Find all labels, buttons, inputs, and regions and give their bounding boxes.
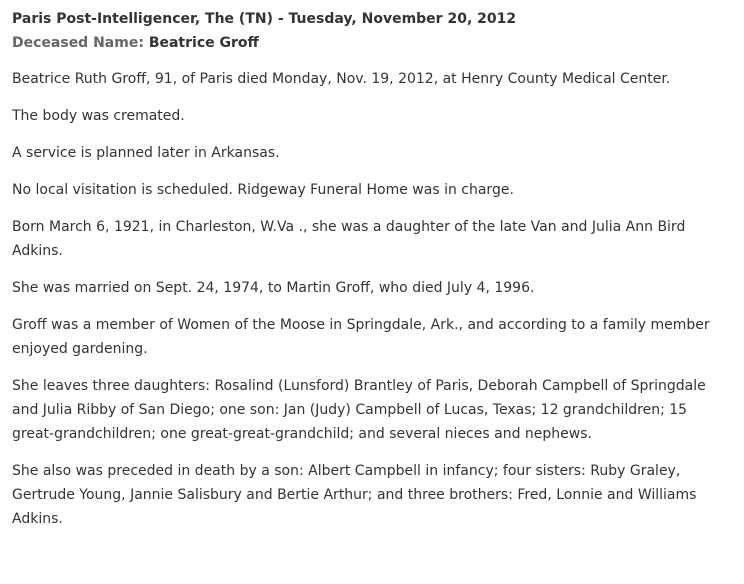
deceased-name: Beatrice Groff — [148, 35, 259, 51]
paragraph-membership: Groff was a member of Women of the Moose in Springdale, Ark., and according to a family member enjoyed gardening. — [12, 317, 710, 357]
paragraph-service: A service is planned later in Arkansas. — [12, 145, 280, 161]
deceased-name-label: Deceased Name: — [12, 35, 144, 51]
paragraph-visitation: No local visitation is scheduled. Ridgeway Funeral Home was in charge. — [12, 182, 514, 198]
paragraph-marriage: She was married on Sept. 24, 1974, to Martin Groff, who died July 4, 1996. — [12, 280, 535, 296]
obituary-body — [12, 67, 732, 531]
deceased-name-line — [12, 33, 732, 53]
paragraph-survivors: She leaves three daughters: Rosalind (Lunsford) Brantley of Paris, Deborah Campbell of Springdale and Julia Ribby of San Diego; one son: Jan (Judy) Campbell of Lucas, Texas; 12 grandchildren; 15 great-grandchildren; one great-great-grandchild; and several nieces and nephews. — [12, 378, 706, 442]
source-line: Paris Post-Intelligencer, The (TN) - Tuesday, November 20, 2012 — [12, 11, 517, 27]
paragraph-preceded: She also was preceded in death by a son: Albert Campbell in infancy; four sisters: Ruby Graley, Gertrude Young, Jannie Salisbury and Bertie Arthur; and three brothers: Fred, Lonnie and Williams Adkins. — [12, 463, 697, 527]
paragraph-cremation: The body was cremated. — [12, 108, 185, 124]
paragraph-death: Beatrice Ruth Groff, 91, of Paris died Monday, Nov. 19, 2012, at Henry County Medical Center. — [12, 71, 671, 87]
paragraph-birth: Born March 6, 1921, in Charleston, W.Va ., she was a daughter of the late Van and Julia Ann Bird Adkins. — [12, 219, 686, 259]
